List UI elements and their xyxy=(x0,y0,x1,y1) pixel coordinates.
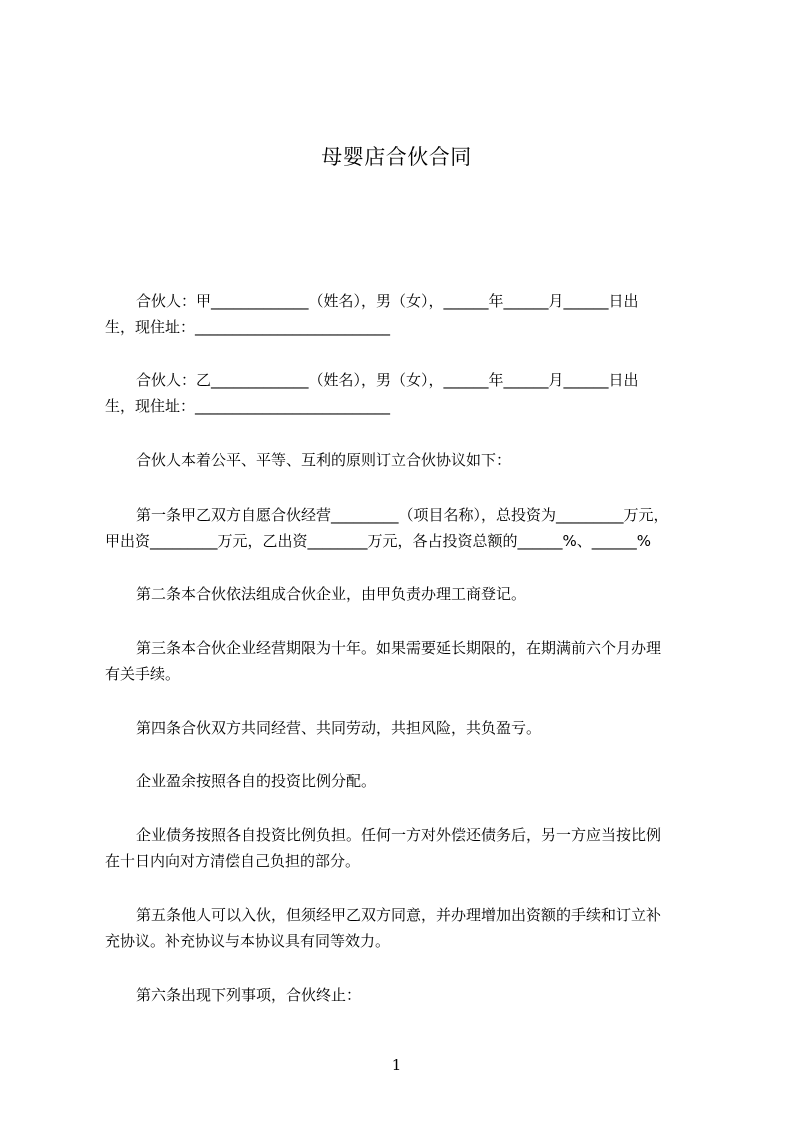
paragraph-article-1 xyxy=(105,502,705,554)
paragraph-line: 有关手续。 xyxy=(105,665,181,683)
paragraph-line: 合伙人本着公平、平等、互利的原则订立合伙协议如下： xyxy=(136,451,512,469)
paragraph-article-6 xyxy=(105,982,705,1008)
paragraph-line: 第五条他人可以入伙，但须经甲乙双方同意，并办理增加出资额的手续和订立补 xyxy=(136,906,662,924)
paragraph-debt-burden xyxy=(105,822,705,874)
paragraph-line: 第四条合伙双方共同经营、共同劳动，共担风险，共负盈亏。 xyxy=(136,719,542,737)
paragraph-line: 合伙人：甲_____________（姓名），男（女），______年______月______日出 xyxy=(136,292,639,310)
paragraph-line: 第六条出现下列事项，合伙终止： xyxy=(136,986,362,1004)
paragraph-line: 第二条本合伙依法组成合伙企业，由甲负责办理工商登记。 xyxy=(136,585,527,603)
paragraph-partner-a xyxy=(105,288,705,340)
paragraph-line: 企业盈余按照各自的投资比例分配。 xyxy=(136,772,377,790)
paragraph-line: 企业债务按照各自投资比例负担。任何一方对外偿还债务后，另一方应当按比例 xyxy=(136,826,662,844)
paragraph-profit-distribution xyxy=(105,768,705,794)
paragraph-line: 合伙人：乙_____________（姓名），男（女），______年______月______日出 xyxy=(136,371,639,389)
paragraph-article-5 xyxy=(105,902,705,954)
paragraph-article-4 xyxy=(105,715,705,741)
paragraph-line: 在十日内向对方清偿自己负担的部分。 xyxy=(105,852,361,870)
page-number: 1 xyxy=(391,1056,402,1074)
paragraph-article-3 xyxy=(105,635,705,687)
paragraph-line: 甲出资_________万元，乙出资________万元，各占投资总额的______%、______% xyxy=(105,532,652,550)
paragraph-line: 生，现住址：__________________________ xyxy=(105,397,391,415)
paragraph-line: 生，现住址：__________________________ xyxy=(105,318,391,336)
paragraph-line: 充协议。补充协议与本协议具有同等效力。 xyxy=(105,932,391,950)
paragraph-line: 第一条甲乙双方自愿合伙经营_________（项目名称），总投资为_________万元， xyxy=(136,506,669,524)
document-title: 母婴店合伙合同 xyxy=(321,145,472,169)
paragraph-partner-b xyxy=(105,367,705,419)
paragraph-article-2 xyxy=(105,581,705,607)
paragraph-line: 第三条本合伙企业经营期限为十年。如果需要延长期限的，在期满前六个月办理 xyxy=(136,639,662,657)
paragraph-preamble xyxy=(105,447,705,473)
